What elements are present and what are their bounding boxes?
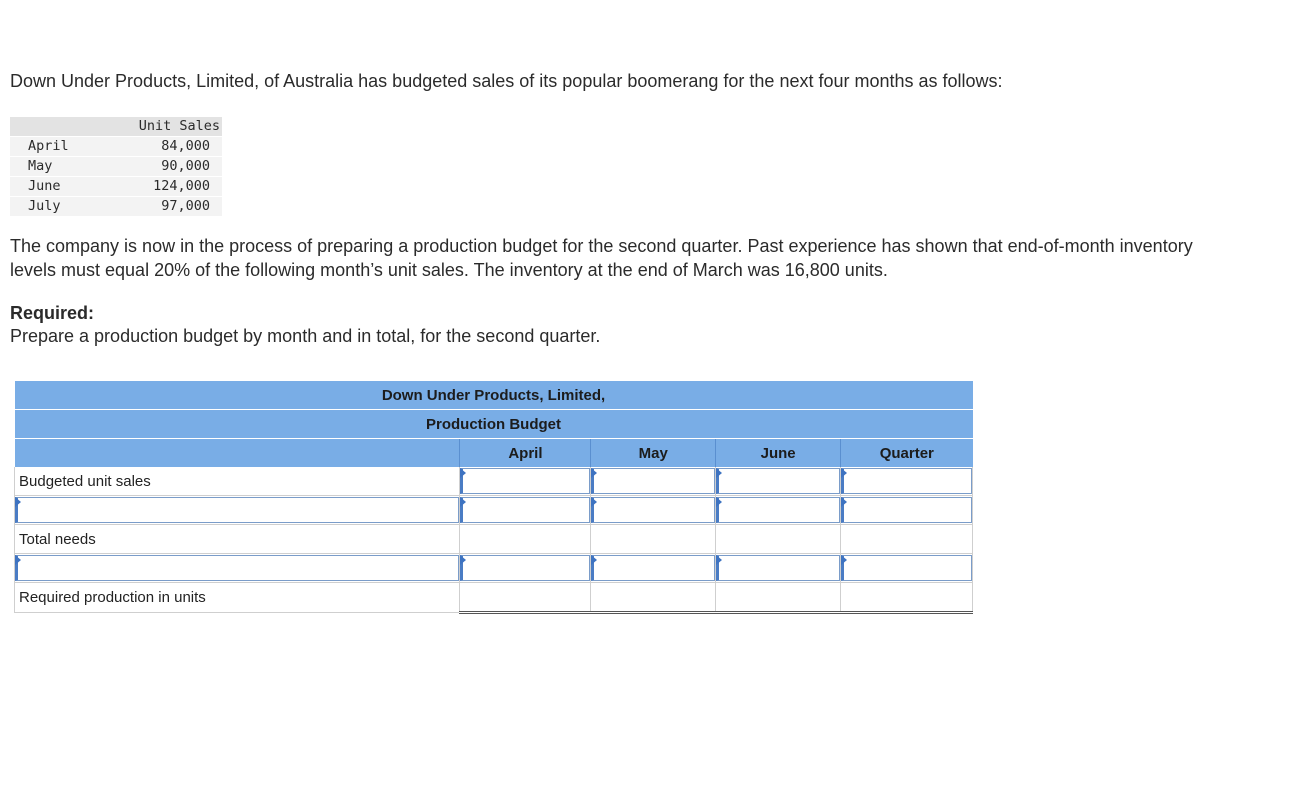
budget-row-less <box>15 554 973 583</box>
required-heading: Required: <box>10 303 95 323</box>
input-add-june[interactable] <box>716 497 840 523</box>
budget-title: Production Budget <box>15 410 973 439</box>
required-production-april <box>460 583 591 613</box>
input-add-may[interactable] <box>591 497 715 523</box>
problem-paragraph: The company is now in the process of preparing a production budget for the second quarter. Past experience has shown that end-of-month inventory levels must equal 20% of the following month’s unit sales. The inventory at the end of March was 16,800 units. <box>10 236 1193 280</box>
sales-header-blank <box>10 117 122 137</box>
sales-units: 90,000 <box>122 157 222 177</box>
budget-row-required-production <box>15 583 973 613</box>
input-sales-quarter[interactable] <box>841 468 972 494</box>
budget-header-blank <box>15 439 460 468</box>
row-label-required-production: Required production in units <box>15 583 460 613</box>
total-needs-june <box>716 525 841 554</box>
sales-month: June <box>10 177 122 197</box>
budget-company-name: Down Under Products, Limited, <box>15 381 973 410</box>
input-row-label-less[interactable] <box>15 555 459 581</box>
total-needs-april <box>460 525 591 554</box>
sales-units: 124,000 <box>122 177 222 197</box>
row-label-budgeted-unit-sales: Budgeted unit sales <box>15 467 460 496</box>
required-text: Prepare a production budget by month and in total, for the second quarter. <box>10 326 601 346</box>
required-production-may <box>591 583 716 613</box>
input-less-april[interactable] <box>460 555 590 581</box>
row-label-total-needs: Total needs <box>15 525 460 554</box>
total-needs-quarter <box>841 525 973 554</box>
unit-sales-table <box>10 117 222 216</box>
sales-month: July <box>10 197 122 217</box>
budget-row-total-needs <box>15 525 973 554</box>
input-sales-june[interactable] <box>716 468 840 494</box>
sales-units: 97,000 <box>122 197 222 217</box>
input-less-quarter[interactable] <box>841 555 972 581</box>
column-header-quarter: Quarter <box>841 439 973 468</box>
sales-month: May <box>10 157 122 177</box>
budget-row-add <box>15 496 973 525</box>
input-add-april[interactable] <box>460 497 590 523</box>
input-less-june[interactable] <box>716 555 840 581</box>
budget-row-sales <box>15 467 973 496</box>
input-row-label-add[interactable] <box>15 497 459 523</box>
input-less-may[interactable] <box>591 555 715 581</box>
sales-header-units: Unit Sales <box>122 117 222 137</box>
intro-text: Down Under Products, Limited, of Australia has budgeted sales of its popular boomerang for the next four months as follows: <box>10 71 1003 91</box>
input-sales-may[interactable] <box>591 468 715 494</box>
column-header-april: April <box>460 439 591 468</box>
column-header-june: June <box>716 439 841 468</box>
production-budget-table <box>14 380 973 614</box>
required-production-june <box>716 583 841 613</box>
required-production-quarter <box>841 583 973 613</box>
input-sales-april[interactable] <box>460 468 590 494</box>
column-header-may: May <box>591 439 716 468</box>
input-add-quarter[interactable] <box>841 497 972 523</box>
total-needs-may <box>591 525 716 554</box>
sales-units: 84,000 <box>122 137 222 157</box>
sales-month: April <box>10 137 122 157</box>
